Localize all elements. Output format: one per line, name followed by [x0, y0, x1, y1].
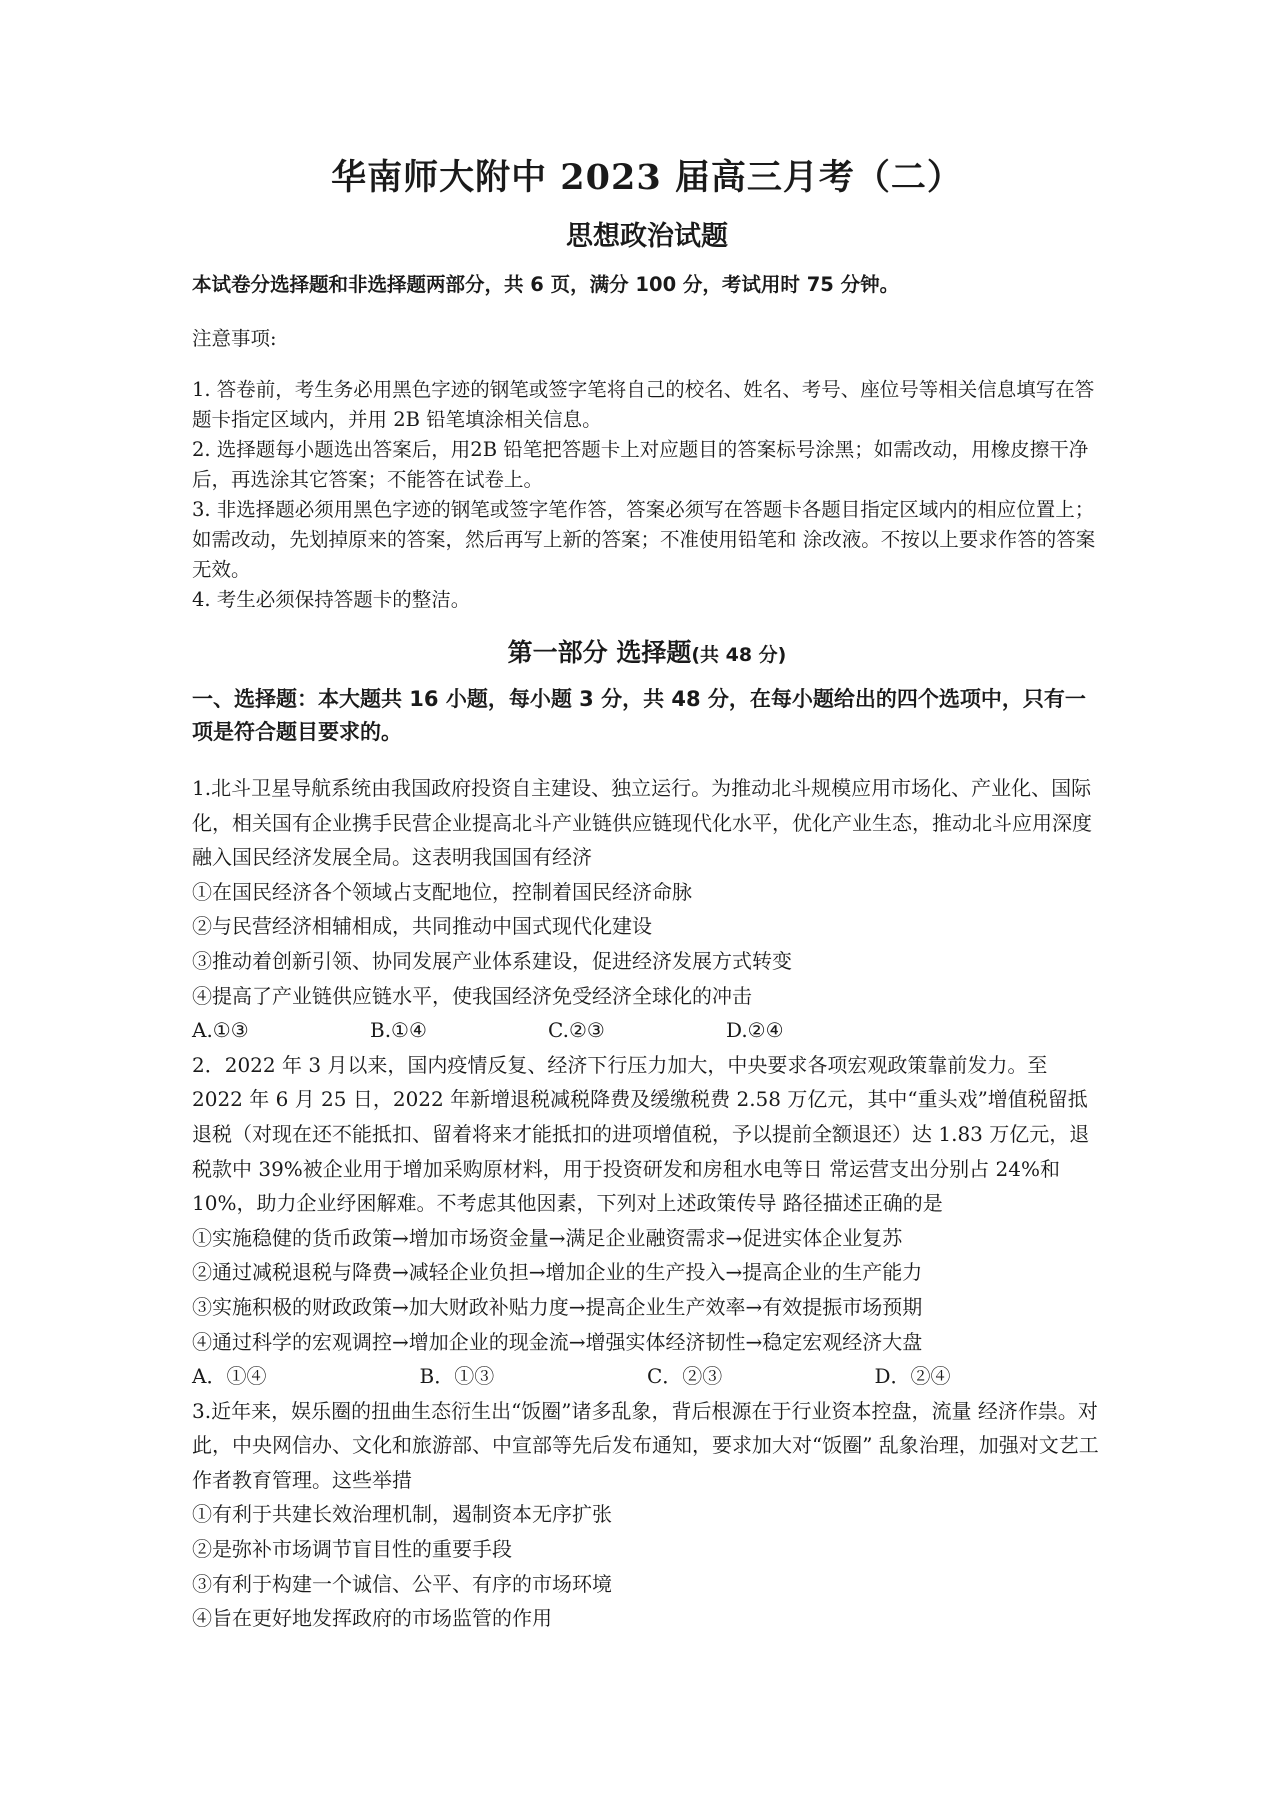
question-1-choices: [192, 1013, 1102, 1048]
choice-b: B.①④: [370, 1018, 427, 1043]
exam-subtitle: 思想政治试题: [566, 221, 728, 252]
question-3-option: ④旨在更好地发挥政府的市场监管的作用: [192, 1606, 552, 1631]
notice-item: 2. 选择题每小题选出答案后，用2B 铅笔把答题卡上对应题目的答案标号涂黑；如需改动，用橡皮擦干净后，再选涂其它答案；不能答在试卷上。: [192, 438, 1089, 491]
question-3-option: ②是弥补市场调节盲目性的重要手段: [192, 1537, 512, 1562]
question-1-option: ④提高了产业链供应链水平，使我国经济免受经济全球化的冲击: [192, 983, 752, 1008]
choice-b: B．①③: [419, 1364, 495, 1389]
question-2-option: ③实施积极的财政政策→加大财政补贴力度→提高企业生产效率→有效提振市场预期: [192, 1294, 923, 1319]
section-title: [192, 633, 1102, 669]
notice-item: 4. 考生必须保持答题卡的整洁。: [192, 588, 471, 611]
choice-a: A.①③: [192, 1018, 249, 1043]
exam-title: 华南师大附中 2023 届高三月考（二）: [331, 157, 963, 198]
question-2-option: ②通过减税退税与降费→减轻企业负担→增加企业的生产投入→提高企业的生产能力: [192, 1260, 923, 1285]
choice-d: D.②④: [726, 1018, 784, 1043]
question-3-stem: 3.近年来，娱乐圈的扭曲生态衍生出“饭圈”诸多乱象，背后根源在于行业资本控盘，流量 经济作祟。对此，中央网信办、文化和旅游部、中宣部等先后发布通知，要求加大对“饭圈” 乱象治理，加强对文艺工作者教育管理。这些举措: [192, 1398, 1099, 1492]
question-3-option: ①有利于共建长效治理机制，遏制资本无序扩张: [192, 1502, 612, 1527]
question-1-option: ②与民营经济相辅相成，共同推动中国式现代化建设: [192, 914, 652, 939]
choice-a: A．①④: [192, 1364, 267, 1389]
section-instruction: 一、选择题：本大题共 16 小题，每小题 3 分，共 48 分，在每小题给出的四个选项中，只有一项是符合题目要求的。: [192, 687, 1086, 744]
notice-item: 1. 答卷前，考生务必用黑色字迹的钢笔或签字笔将自己的校名、姓名、考号、座位号等相关信息填写在答题卡指定区域内，并用 2B 铅笔填涂相关信息。: [192, 378, 1095, 431]
question-1-option: ③推动着创新引领、协同发展产业体系建设，促进经济发展方式转变: [192, 948, 792, 973]
notice-item: 3. 非选择题必须用黑色字迹的钢笔或签字笔作答，答案必须写在答题卡各题目指定区域内的相应位置上；如需改动，先划掉原来的答案，然后再写上新的答案；不准使用铅笔和 涂改液。不按以上要求作答的答案无效。: [192, 498, 1096, 581]
exam-info: 本试卷分选择题和非选择题两部分，共 6 页，满分 100 分，考试用时 75 分钟。: [192, 273, 900, 296]
notice-heading: 注意事项:: [192, 327, 277, 350]
choice-c: C．②③: [647, 1364, 723, 1389]
section-score: (共 48 分): [691, 644, 787, 666]
choice-d: D．②④: [874, 1364, 951, 1389]
question-2-stem: 2．2022 年 3 月以来，国内疫情反复、经济下行压力加大，中央要求各项宏观政策靠前发力。至 2022 年 6 月 25 日，2022 年新增退税减税降费及缓缴税费 2.58 万亿元，其中“重头戏”增值税留抵退税（对现在还不能抵扣、留着将来才能抵扣的进项增值税，予以提前全额退还）达 1.83 万亿元，退税款中 39%被企业用于增加采购原材料，用于投资研发和房租水电等日 常运营支出分别占 24%和 10%，助力企业纾困解难。不考虑其他因素，下列对上述政策传导 路径描述正确的是: [192, 1052, 1090, 1216]
question-3-option: ③有利于构建一个诚信、公平、有序的市场环境: [192, 1571, 612, 1596]
section-name: 第一部分 选择题: [507, 638, 692, 667]
question-2-option: ①实施稳健的货币政策→增加市场资金量→满足企业融资需求→促进实体企业复苏: [192, 1225, 903, 1250]
question-2-option: ④通过科学的宏观调控→增加企业的现金流→增强实体经济韧性→稳定宏观经济大盘: [192, 1329, 923, 1354]
question-2-choices: [192, 1359, 1102, 1394]
choice-c: C.②③: [548, 1018, 605, 1043]
question-1-stem: 1.北斗卫星导航系统由我国政府投资自主建设、独立运行。为推动北斗规模应用市场化、产业化、国际化，相关国有企业携手民营企业提高北斗产业链供应链现代化水平，优化产业生态，推动北斗应用深度融入国民经济发展全局。这表明我国国有经济: [192, 776, 1092, 870]
question-1-option: ①在国民经济各个领域占支配地位，控制着国民经济命脉: [192, 879, 692, 904]
exam-page: [192, 150, 1102, 1636]
